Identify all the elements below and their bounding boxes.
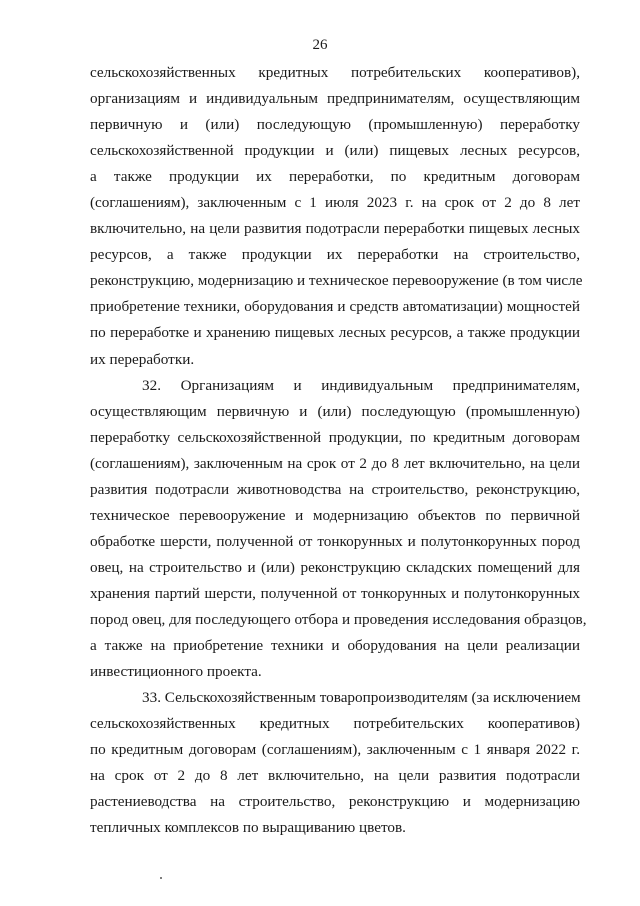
paragraph-33 (90, 685, 580, 841)
text-line: по кредитным договорам (соглашениям), заключенным с 1 января 2022 г. (90, 741, 580, 759)
text-line: сельскохозяйственных кредитных потребительских кооперативов), (90, 64, 580, 81)
text-line: техническое перевооружение и модернизацию объектов по первичной (90, 506, 580, 524)
paragraph-32 (90, 373, 587, 686)
text-line: хранения партий шерсти, полученной от тонкорунных и полутонкорунных (90, 584, 580, 602)
scan-speck (160, 877, 162, 879)
text-line: на срок от 2 до 8 лет включительно, на цели развития подотрасли (90, 767, 580, 785)
text-line: пород овец, для последующего отбора и проведения исследования образцов, (90, 610, 587, 628)
text-line: обработке шерсти, полученной от тонкорунных и полутонкорунных пород (90, 532, 580, 550)
text-line: а также продукции их переработки, по кредитным договорам (90, 168, 580, 186)
text-line: сельскохозяйственной продукции и (или) пищевых лесных ресурсов, (90, 142, 580, 160)
text-line: (соглашениям), заключенным на срок от 2 до 8 лет включительно, на цели (90, 454, 580, 472)
text-line: их переработки. (90, 350, 195, 368)
text-line: реконструкцию, модернизацию и техническое перевооружение (в том числе (90, 272, 583, 290)
text-line: овец, на строительство и (или) реконструкцию складских помещений для (90, 558, 580, 576)
document-body (90, 60, 587, 841)
text-line: ресурсов, а также продукции их переработки на строительство, (90, 246, 580, 264)
text-line: сельскохозяйственных кредитных потребительских кооперативов) (90, 715, 580, 733)
text-line: организациям и индивидуальным предпринимателям, осуществляющим (90, 90, 580, 108)
text-line: (соглашениям), заключенным с 1 июля 2023 г. на срок от 2 до 8 лет (90, 194, 580, 212)
text-line: осуществляющим первичную и (или) последующую (промышленную) (90, 402, 580, 420)
text-line: приобретение техники, оборудования и средств автоматизации) мощностей (90, 298, 580, 316)
paragraph-continuation (90, 60, 583, 373)
text-line: первичную и (или) последующую (промышленную) переработку (90, 116, 580, 134)
text-line: а также на приобретение техники и оборудования на цели реализации (90, 637, 580, 655)
text-line: развития подотрасли животноводства на строительство, реконструкцию, (90, 480, 580, 498)
text-line: включительно, на цели развития подотрасли переработки пищевых лесных (90, 220, 580, 238)
text-line: тепличных комплексов по выращиванию цветов. (90, 819, 406, 837)
text-line: переработку сельскохозяйственной продукции, по кредитным договорам (90, 428, 580, 446)
page-number: 26 (312, 37, 328, 53)
text-line: 33. Сельскохозяйственным товаропроизводителям (за исключением (142, 689, 581, 707)
text-line: инвестиционного проекта. (90, 663, 262, 681)
text-line: растениеводства на строительство, реконструкцию и модернизацию (90, 793, 580, 811)
text-line: по переработке и хранению пищевых лесных ресурсов, а также продукции (90, 324, 580, 342)
text-line: 32. Организациям и индивидуальным предпринимателям, (142, 376, 580, 394)
